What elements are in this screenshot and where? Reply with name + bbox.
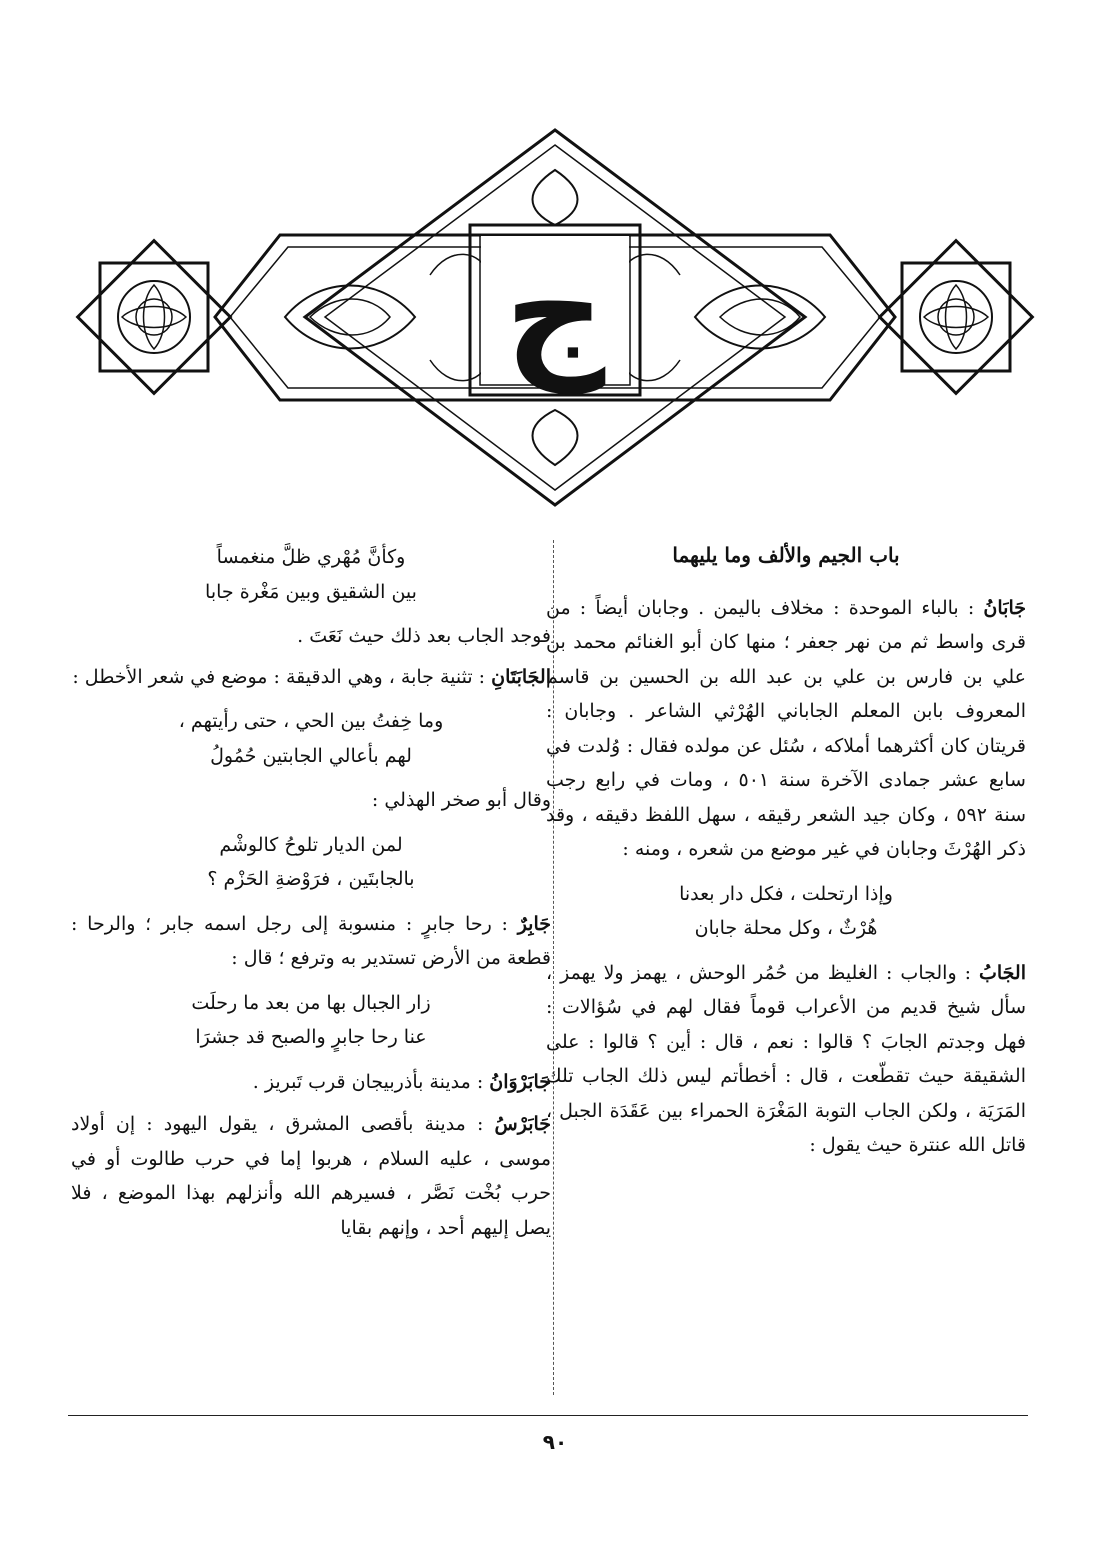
entry-jabir (71, 907, 551, 976)
verse-line: زار الجبال بها من بعد ما رحلَت (191, 991, 431, 1014)
prose-line: وقال أبو صخر الهذلي : (371, 789, 551, 811)
page-number: ٩٠ (542, 1430, 568, 1454)
entry-headword: جَابَانُ (983, 596, 1026, 619)
entry-jaban (546, 591, 1026, 867)
entry-headword: جَابَرْسُ (494, 1113, 552, 1135)
prose-line: فوجد الجاب بعد ذلك حيث نَعَتَ . (297, 625, 551, 647)
header-ornament (70, 125, 1040, 510)
verse-line: بالجابتَين ، فرَوْضةِ الحَزْم ؟ (207, 868, 415, 890)
entry-headword: جَابِرٌ (517, 912, 551, 935)
verse-line: هُرْثٌ ، وكل محلة جابان (694, 917, 878, 939)
verse-line: وما خِفتُ بين الحي ، حتى رأيتهم ، (178, 710, 444, 732)
footer-rule (68, 1415, 1028, 1416)
verse-line: وكأنَّ مُهْري ظلَّ منغمساً (216, 546, 406, 568)
entry-text: : تثنية جابة ، وهي الدقيقة : موضع في شعر الأخطل : (72, 665, 486, 688)
verse (71, 540, 551, 609)
entry-jabars (71, 1107, 551, 1245)
entry-headword: الجَابَتَانِ (491, 665, 551, 688)
entry-text: : مدينة بأقصى المشرق ، يقول اليهود : إن أولاد موسى ، عليه السلام ، هربوا إما في حرب طالوت أو في حرب بُخْت نَصَّر ، فسيرهم الله وأنزلهم بهذا الموضع ، فلا يصل إليهم أحد ، وإنهم بقايا (71, 1113, 551, 1239)
entry-headword: جَابَرْوَانُ (489, 1070, 551, 1093)
entry-text: : مدينة بأذربيجان قرب تَبريز . (252, 1070, 484, 1093)
verse (546, 877, 1026, 946)
entry-text: : رحا جابرٍ : منسوبة إلى رجل اسمه جابر ؛ والرحا : قطعة من الأرض تستدير به وترفع ؛ قال : (71, 912, 551, 969)
verse-line: لمن الديار تلوحُ كالوشْم (219, 833, 403, 856)
entry-al-jabatan (71, 660, 551, 695)
verse-line: وإذا ارتحلت ، فكل دار بعدنا (679, 882, 893, 905)
entry-al-jab (546, 956, 1026, 1163)
right-column (546, 530, 1026, 1171)
header-letter: ج (504, 231, 606, 394)
left-column (71, 530, 551, 1253)
section-title: باب الجيم والألف وما يليهما (672, 543, 900, 567)
verse (71, 704, 551, 773)
entry-text: : بالباء الموحدة : مخلاف باليمن . وجابان أيضاً : من قرى واسط ثم من نهر جعفر ؛ منها كان أبو الغنائم محمد بن علي بن فارس بن علي بن عبد الله بن الحسين بن قاسم المعروف بابن المعلم الجاباني الهُرْثي الشاعر . وجابان : قريتان كان أكثرهما أملاكه ، سُئل عن مولده فقال : وُلدت في سابع عشر جمادى الآخرة سنة ٥٠١ ، ومات في رابع رجب سنة ٥٩٢ ، وكان جيد الشعر رقيقه ، سهل اللفظ دقيقه ، وقد ذكر الهُرْثَ وجابان في غير موضع من شعره ، ومنه : (546, 596, 1026, 860)
entry-text: : والجاب : الغليظ من حُمُر الوحش ، يهمز ولا يهمز ، سأل شيخ قديم من الأعراب قوماً فقال لهم في سُؤالات : فهل وجدتم الجابَ ؟ قالوا : نعم ، قال : أين ؟ قالوا : على الشقيقة حيث تقطّعت ، قال : أخطأتم ليس ذلك الجاب تلك المَرَيَة ، ولكن الجاب التوبة المَغْرَة الحمراء بين عَقَدَة الجبل ، قاتل الله عنترة حيث يقول : (546, 961, 1026, 1156)
entry-jabarwan (71, 1065, 551, 1100)
entry-headword: الجَابُ (978, 961, 1026, 984)
verse-line: بين الشقيق وبين مَغْرة جابا (205, 580, 417, 603)
verse (71, 986, 551, 1055)
verse (71, 828, 551, 897)
verse-line: عنا رحا جابرٍ والصبح قد جشرَا (195, 1026, 427, 1048)
verse-line: لهم بأعالي الجابتين حُمُولُ (210, 744, 412, 767)
